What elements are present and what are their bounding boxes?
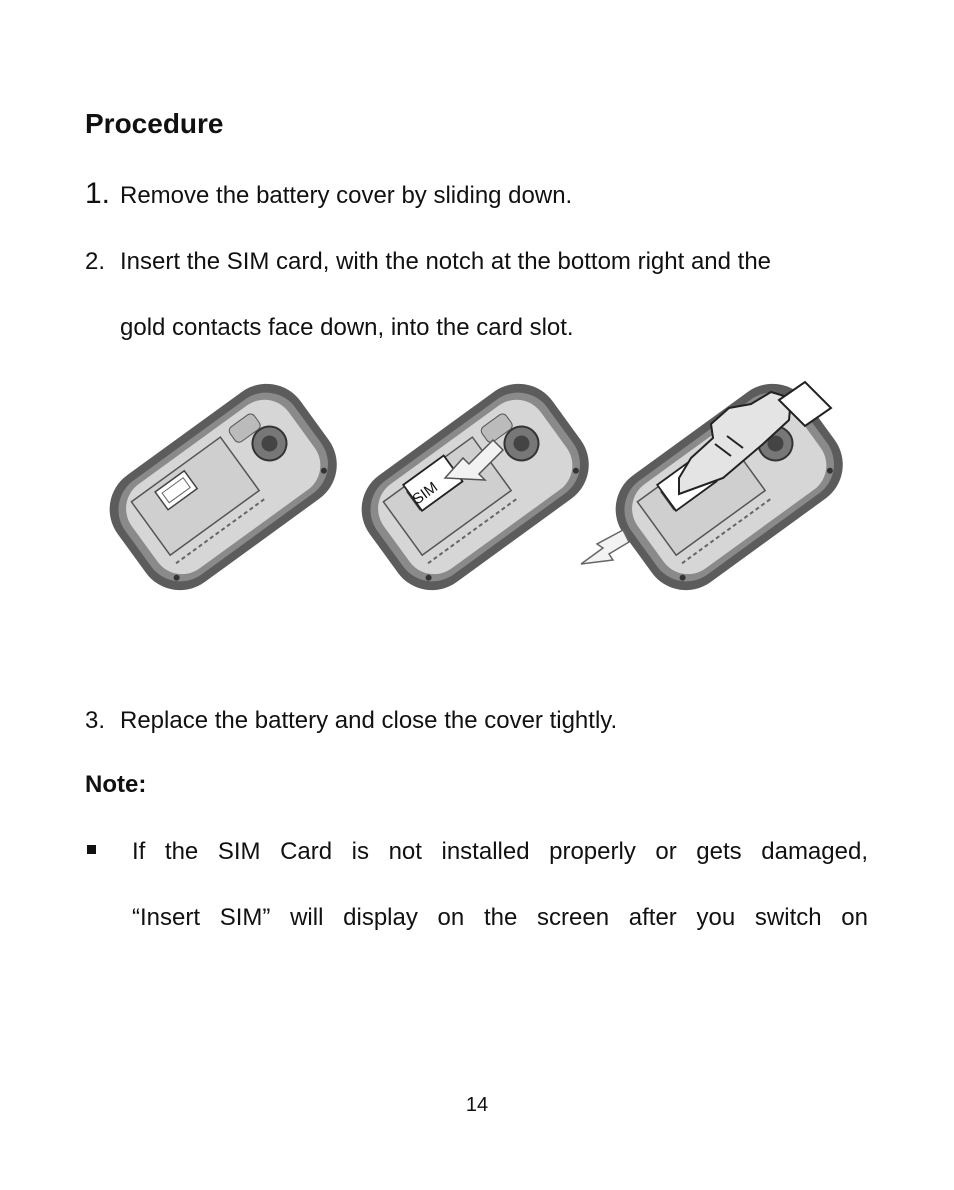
sim-installation-illustration: [83, 378, 843, 613]
step-1: [85, 177, 885, 220]
phone-illustration-2: [345, 378, 605, 607]
step-number: 3.: [85, 707, 106, 734]
square-bullet-icon: [87, 845, 96, 854]
step-text: Replace the battery and close the cover tightly.: [120, 707, 618, 734]
sim-label: SIM: [409, 478, 441, 509]
step-number: 1.: [85, 177, 111, 210]
step-2: [85, 246, 885, 346]
step-text: Remove the battery cover by sliding down.: [120, 182, 573, 209]
note-line-2: “Insert SIM” will display on the screen after you switch on: [132, 904, 868, 931]
step-number: 2.: [85, 248, 106, 275]
step-3: [85, 705, 885, 745]
slide-arrow-icon: [581, 530, 629, 564]
step-text-line-1: Insert the SIM card, with the notch at the bottom right and the: [120, 248, 772, 275]
note-line-1: If the SIM Card is not installed properly or gets damaged,: [132, 838, 868, 865]
section-title: Procedure: [85, 108, 224, 139]
page-number: 14: [465, 1094, 489, 1116]
note-title: Note:: [85, 771, 147, 798]
step-text-line-2: gold contacts face down, into the card slot.: [120, 314, 574, 341]
phone-illustration-1: [93, 378, 353, 607]
